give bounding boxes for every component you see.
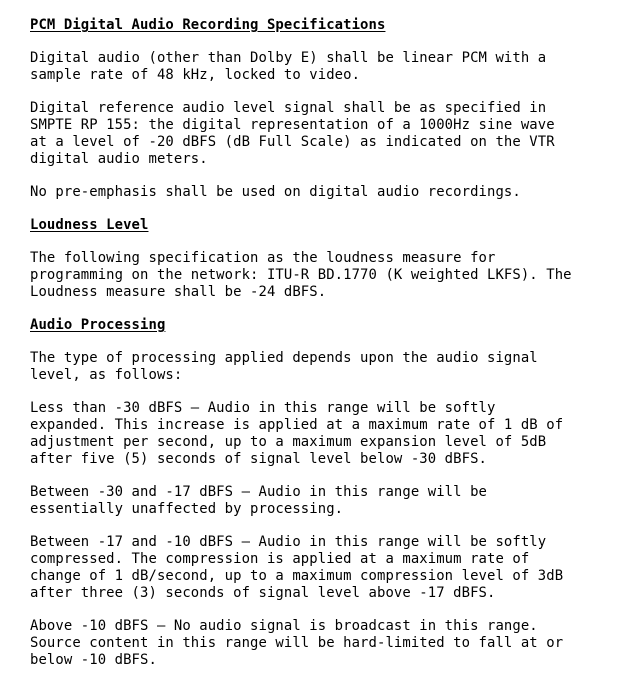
paragraph: Less than -30 dBFS — Audio in this range will be softly expanded. This increase is applied at a maximum rate of 1 dB of adjustment per second, up to a maximum expansion level of 5dB after five (5) seconds of signal level below -30 dBFS. (30, 400, 564, 467)
document-body (30, 17, 625, 669)
section-audio-processing (30, 317, 625, 669)
paragraph: Digital audio (other than Dolby E) shall be linear PCM with a sample rate of 48 kHz, locked to video. (30, 50, 547, 83)
paragraph: Between -30 and -17 dBFS — Audio in this range will be essentially unaffected by processing. (30, 484, 487, 517)
paragraph: Above -10 dBFS — No audio signal is broadcast in this range. Source content in this range will be hard-limited to fall at or below -10 dBFS. (30, 618, 564, 668)
paragraph: The following specification as the loudness measure for programming on the network: ITU-R BD.1770 (K weighted LKFS). The Loudness measure shall be -24 dBFS. (30, 250, 572, 300)
section-heading: PCM Digital Audio Recording Specifications (30, 17, 386, 33)
paragraph: Between -17 and -10 dBFS — Audio in this range will be softly compressed. The compression is applied at a maximum rate of change of 1 dB/second, up to a maximum compression level of 3dB after three (3) seconds of signal level above -17 dBFS. (30, 534, 564, 601)
section-heading: Audio Processing (30, 317, 166, 333)
paragraph: Digital reference audio level signal shall be as specified in SMPTE RP 155: the digital representation of a 1000Hz sine wave at a level of -20 dBFS (dB Full Scale) as indicated on the VTR digital audio meters. (30, 100, 555, 167)
paragraph: No pre-emphasis shall be used on digital audio recordings. (30, 184, 521, 200)
section-pcm-digital-audio (30, 17, 625, 217)
paragraph: The type of processing applied depends upon the audio signal level, as follows: (30, 350, 538, 383)
section-loudness-level (30, 217, 625, 317)
section-heading: Loudness Level (30, 217, 149, 233)
